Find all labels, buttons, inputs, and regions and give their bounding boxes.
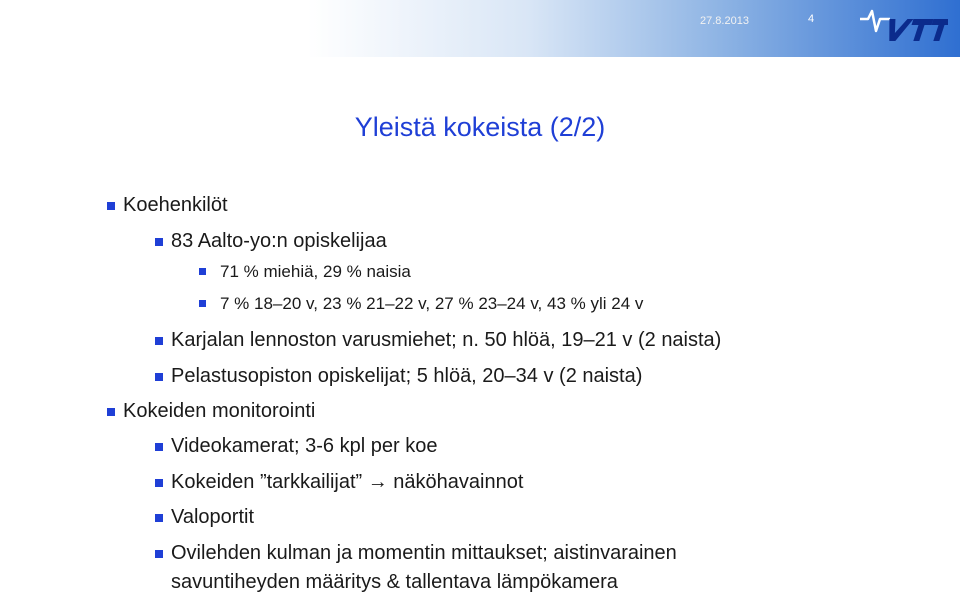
list-item: Pelastusopiston opiskelijat; 5 hlöä, 20–34 v (2 naista) <box>171 365 643 387</box>
list-item: Koehenkilöt <box>123 194 228 216</box>
arrow-right-icon: → <box>367 471 388 493</box>
list-item: Karjalan lennoston varusmiehet; n. 50 hlöä, 19–21 v (2 naista) <box>171 329 722 351</box>
bullet-square <box>155 238 163 246</box>
list-item: 71 % miehiä, 29 % naisia <box>220 262 411 281</box>
list-item: Valoportit <box>171 506 255 528</box>
list-item: Videokamerat; 3-6 kpl per koe <box>171 435 438 457</box>
bullet-square <box>155 443 163 451</box>
list-item: Kokeiden monitorointi <box>123 400 316 422</box>
bullet-square <box>199 300 206 307</box>
slide-date: 27.8.2013 <box>700 15 749 27</box>
list-item <box>171 471 523 494</box>
bullet-square <box>155 514 163 522</box>
page-number: 4 <box>808 13 815 25</box>
list-item: 83 Aalto-yo:n opiskelijaa <box>171 230 387 252</box>
list-item-continuation: savuntiheyden määritys & tallentava lämpökamera <box>171 571 618 593</box>
slide-title: Yleistä kokeista (2/2) <box>354 112 606 142</box>
list-item-text: Kokeiden ”tarkkailijat” <box>171 471 368 493</box>
vtt-logo <box>856 5 948 45</box>
bullet-square <box>107 408 115 416</box>
bullet-square <box>107 202 115 210</box>
header-gradient-bar <box>0 0 960 57</box>
slide-header <box>0 0 960 57</box>
list-item: Ovilehden kulman ja momentin mittaukset; aistinvarainen <box>171 542 677 564</box>
bullet-square <box>155 337 163 345</box>
bullet-square <box>155 479 163 487</box>
bullet-square <box>199 268 206 275</box>
bullet-square <box>155 373 163 381</box>
list-item: 7 % 18–20 v, 23 % 21–22 v, 27 % 23–24 v, 43 % yli 24 v <box>220 294 644 313</box>
bullet-square <box>155 550 163 558</box>
list-item-text: näköhavainnot <box>387 471 524 493</box>
